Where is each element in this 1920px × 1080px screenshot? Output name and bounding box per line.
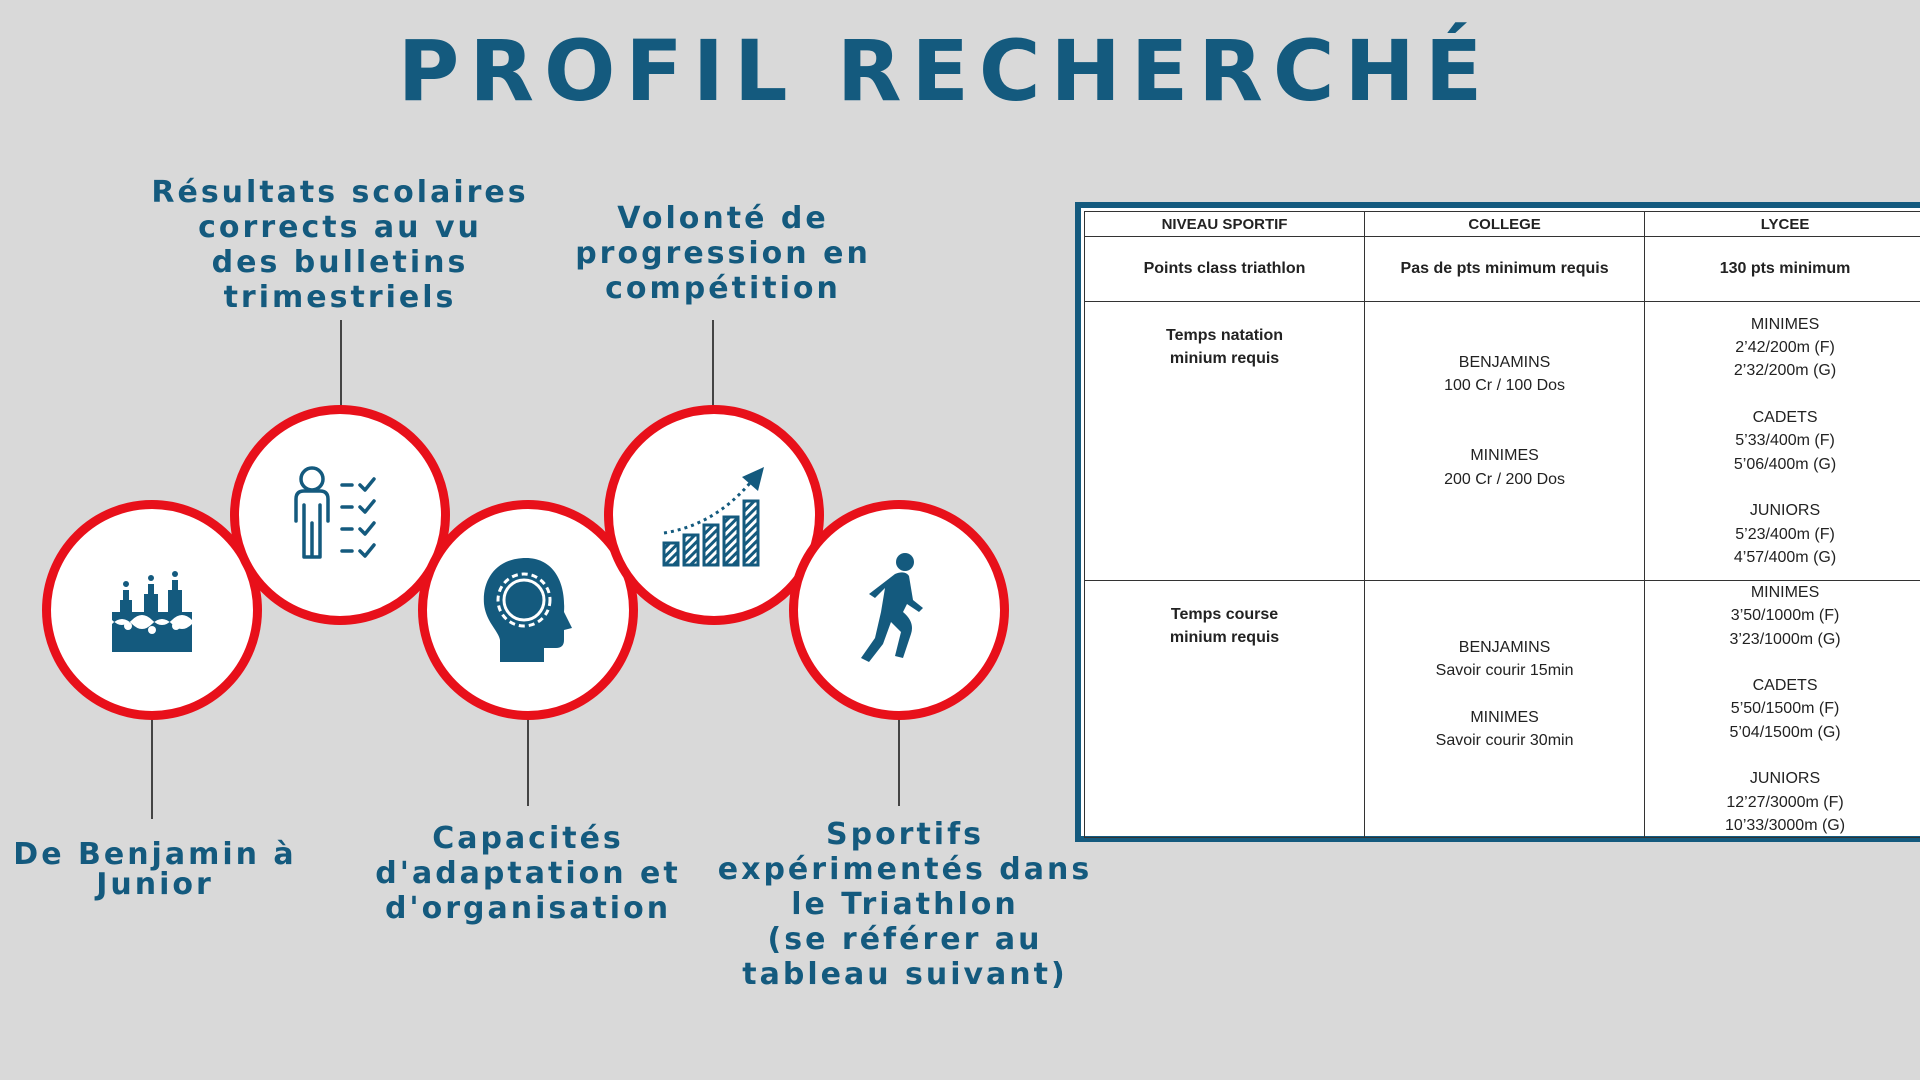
head-gear-icon — [468, 550, 588, 670]
lycee-cell: MINIMES 3’50/1000m (F) 3’23/1000m (G) CADETS 5’50/1500m (F) 5’04/1500m (G) JUNIORS 12’27/3000m (F) 10’33/3000m (G) — [1645, 581, 1920, 838]
caption-experienced: Sportifs expérimentés dans le Triathlon (se référer au tableau suivant) — [717, 817, 1093, 992]
table-row — [1085, 302, 1920, 581]
page-title: PROFIL RECHERCHÉ — [397, 22, 1493, 120]
growth-chart-icon — [654, 455, 774, 575]
row-label: Temps course minium requis — [1085, 581, 1365, 838]
college-cell: Pas de pts minimum requis — [1365, 237, 1645, 302]
header-lycee: LYCEE — [1645, 212, 1920, 237]
lycee-cell: 130 pts minimum — [1645, 237, 1920, 302]
row-label: Temps natation minium requis — [1085, 302, 1365, 581]
person-checklist-icon — [280, 455, 400, 575]
runner-icon — [839, 550, 959, 670]
requirements-table — [1084, 211, 1920, 838]
table-row — [1085, 581, 1920, 838]
header-college: COLLEGE — [1365, 212, 1645, 237]
caption-age: De Benjamin à Junior — [13, 837, 297, 902]
sport-level-table — [1075, 202, 1920, 842]
caption-academic: Résultats scolaires corrects au vu des bulletins trimestriels — [151, 175, 529, 315]
age-circle — [42, 500, 262, 720]
caption-adaptation: Capacités d'adaptation et d'organisation — [375, 821, 681, 926]
table-header-row — [1085, 212, 1920, 237]
row-label: Points class triathlon — [1085, 237, 1365, 302]
academic-circle — [230, 405, 450, 625]
table-row — [1085, 237, 1920, 302]
lycee-cell: MINIMES 2’42/200m (F) 2’32/200m (G) CADETS 5’33/400m (F) 5’06/400m (G) JUNIORS 5’23/400m (F) 4’57/400m (G) — [1645, 302, 1920, 581]
college-cell: BENJAMINS 100 Cr / 100 Dos MINIMES 200 Cr / 200 Dos — [1365, 302, 1645, 581]
birthday-cake-icon — [92, 550, 212, 670]
caption-progression: Volonté de progression en compétition — [575, 201, 871, 306]
header-niveau: NIVEAU SPORTIF — [1085, 212, 1365, 237]
experienced-circle — [789, 500, 1009, 720]
college-cell: BENJAMINS Savoir courir 15min MINIMES Savoir courir 30min — [1365, 581, 1645, 838]
